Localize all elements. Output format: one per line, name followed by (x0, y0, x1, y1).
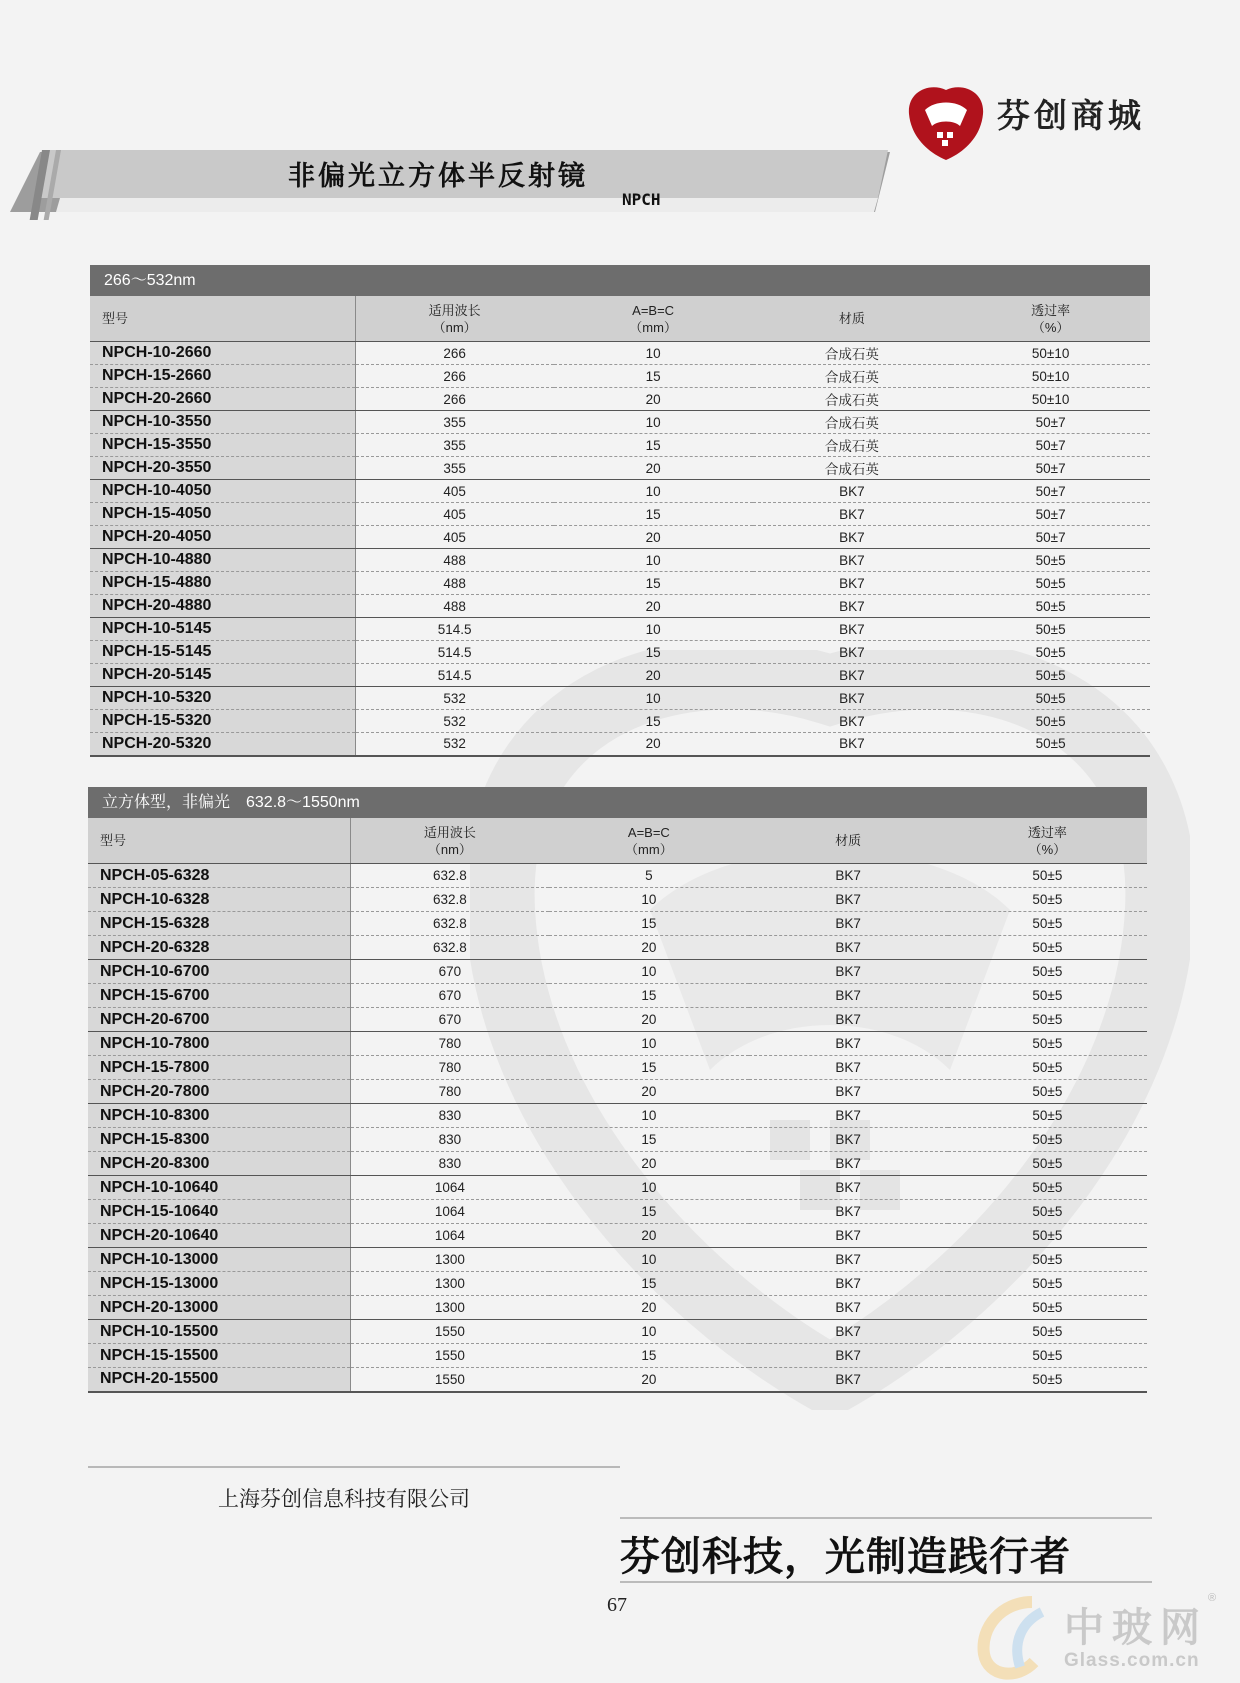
cell-model: NPCH-10-4050 (90, 480, 355, 503)
table-row (88, 1152, 1147, 1176)
cell-material: BK7 (749, 1008, 948, 1032)
table-row (88, 1272, 1147, 1296)
cell-wavelength: 1064 (350, 1224, 549, 1248)
cell-wavelength: 355 (355, 411, 554, 434)
cell-transmission: 50±5 (948, 912, 1147, 936)
cell-wavelength: 780 (350, 1080, 549, 1104)
cell-size: 10 (554, 411, 753, 434)
cell-wavelength: 1550 (350, 1320, 549, 1344)
page-subtitle: NPCH (622, 190, 661, 209)
cell-material: BK7 (753, 618, 952, 641)
cell-wavelength: 1064 (350, 1176, 549, 1200)
cell-wavelength: 532 (355, 733, 554, 756)
table-row (88, 1344, 1147, 1368)
cell-model: NPCH-20-10640 (88, 1224, 350, 1248)
cell-size: 15 (549, 1272, 748, 1296)
cell-wavelength: 780 (350, 1032, 549, 1056)
col-header-wavelength: 适用波长 （nm） (355, 296, 554, 342)
cell-wavelength: 1300 (350, 1296, 549, 1320)
footer-divider (88, 1466, 620, 1468)
cell-transmission: 50±5 (948, 1344, 1147, 1368)
cell-size: 15 (554, 365, 753, 388)
cell-transmission: 50±5 (951, 641, 1150, 664)
table-row (90, 572, 1150, 595)
table-row (88, 960, 1147, 984)
cell-transmission: 50±5 (948, 1056, 1147, 1080)
cell-material: BK7 (749, 1128, 948, 1152)
site-url: Glass.com.cn (1064, 1650, 1200, 1671)
table-row (90, 595, 1150, 618)
cell-size: 20 (554, 733, 753, 756)
cell-material: BK7 (749, 960, 948, 984)
cell-size: 20 (554, 457, 753, 480)
cell-wavelength: 355 (355, 434, 554, 457)
cell-model: NPCH-10-13000 (88, 1248, 350, 1272)
cell-material: BK7 (753, 733, 952, 756)
cell-transmission: 50±5 (951, 618, 1150, 641)
cell-material: BK7 (749, 1224, 948, 1248)
cell-model: NPCH-10-8300 (88, 1104, 350, 1128)
cell-size: 20 (554, 526, 753, 549)
table-row (90, 411, 1150, 434)
cell-model: NPCH-20-6700 (88, 1008, 350, 1032)
table-row (88, 1032, 1147, 1056)
cell-transmission: 50±5 (948, 1032, 1147, 1056)
cell-material: BK7 (749, 1368, 948, 1392)
cell-wavelength: 1550 (350, 1368, 549, 1392)
cell-material: BK7 (749, 984, 948, 1008)
table-row (88, 1248, 1147, 1272)
cell-size: 15 (549, 1056, 748, 1080)
cell-material: BK7 (749, 1320, 948, 1344)
cell-material: BK7 (753, 664, 952, 687)
cell-size: 15 (549, 1200, 748, 1224)
cell-model: NPCH-20-15500 (88, 1368, 350, 1392)
cell-size: 15 (549, 1344, 748, 1368)
table-row (88, 1008, 1147, 1032)
cell-model: NPCH-20-4050 (90, 526, 355, 549)
cell-size: 10 (554, 549, 753, 572)
cell-transmission: 50±7 (951, 480, 1150, 503)
cell-wavelength: 1300 (350, 1248, 549, 1272)
table-row (88, 864, 1147, 888)
cell-size: 10 (554, 480, 753, 503)
cell-transmission: 50±5 (948, 1128, 1147, 1152)
cell-size: 10 (549, 960, 748, 984)
table-caption: 266～532nm (90, 265, 1150, 296)
col-header-material: 材质 (753, 296, 952, 342)
cell-wavelength: 830 (350, 1152, 549, 1176)
cell-size: 10 (549, 888, 748, 912)
page-number: 67 (607, 1594, 627, 1616)
cell-transmission: 50±7 (951, 411, 1150, 434)
cell-material: BK7 (753, 526, 952, 549)
cell-material: BK7 (749, 1344, 948, 1368)
cell-transmission: 50±5 (948, 936, 1147, 960)
cell-model: NPCH-20-6328 (88, 936, 350, 960)
table-row (88, 984, 1147, 1008)
col-header-material: 材质 (749, 818, 948, 864)
cell-transmission: 50±5 (948, 1008, 1147, 1032)
cell-wavelength: 266 (355, 365, 554, 388)
cell-material: 合成石英 (753, 388, 952, 411)
cell-model: NPCH-10-15500 (88, 1320, 350, 1344)
cell-material: 合成石英 (753, 342, 952, 365)
cell-transmission: 50±5 (948, 1320, 1147, 1344)
table-row (90, 549, 1150, 572)
cell-transmission: 50±5 (948, 1368, 1147, 1392)
cell-wavelength: 514.5 (355, 641, 554, 664)
table-row (90, 480, 1150, 503)
cell-model: NPCH-15-8300 (88, 1128, 350, 1152)
slogan: 芬创科技，光制造践行者 (620, 1534, 1071, 1580)
table-row (88, 1056, 1147, 1080)
cell-size: 15 (549, 912, 748, 936)
cell-wavelength: 405 (355, 526, 554, 549)
cell-size: 15 (554, 572, 753, 595)
cell-size: 15 (554, 503, 753, 526)
cell-transmission: 50±7 (951, 503, 1150, 526)
cell-model: NPCH-15-13000 (88, 1272, 350, 1296)
col-header-wavelength: 适用波长 （nm） (350, 818, 549, 864)
table-row (88, 912, 1147, 936)
table-row (88, 1080, 1147, 1104)
cell-model: NPCH-20-3550 (90, 457, 355, 480)
cell-size: 20 (549, 1224, 748, 1248)
cell-size: 10 (549, 1248, 748, 1272)
cell-model: NPCH-20-2660 (90, 388, 355, 411)
cell-material: BK7 (749, 1080, 948, 1104)
cell-wavelength: 514.5 (355, 618, 554, 641)
cell-wavelength: 488 (355, 549, 554, 572)
cell-size: 15 (554, 710, 753, 733)
cell-model: NPCH-20-13000 (88, 1296, 350, 1320)
table-row (88, 1320, 1147, 1344)
cell-size: 20 (549, 1296, 748, 1320)
cell-wavelength: 405 (355, 503, 554, 526)
table-caption: 立方体型，非偏光 632.8～1550nm (88, 787, 1147, 818)
cell-size: 15 (549, 984, 748, 1008)
cell-model: NPCH-15-3550 (90, 434, 355, 457)
cell-model: NPCH-15-4880 (90, 572, 355, 595)
cell-model: NPCH-15-10640 (88, 1200, 350, 1224)
site-logo-icon (972, 1592, 1062, 1682)
cell-wavelength: 780 (350, 1056, 549, 1080)
cell-wavelength: 488 (355, 572, 554, 595)
spec-table-632-1550 (88, 787, 1147, 1393)
slogan-divider-top (620, 1517, 1152, 1519)
col-header-model: 型号 (88, 818, 350, 864)
spec-table (88, 818, 1147, 1393)
cell-material: BK7 (749, 1104, 948, 1128)
cell-size: 20 (554, 388, 753, 411)
table-row (90, 687, 1150, 710)
table-row (90, 733, 1150, 756)
table-row (90, 664, 1150, 687)
cell-transmission: 50±5 (951, 664, 1150, 687)
cell-material: 合成石英 (753, 434, 952, 457)
cell-transmission: 50±5 (948, 1152, 1147, 1176)
brand-logo (905, 84, 1165, 164)
col-header-transmission: 透过率 （%） (951, 296, 1150, 342)
cell-material: BK7 (749, 888, 948, 912)
brand-name: 芬创商城 (997, 96, 1145, 135)
cell-wavelength: 632.8 (350, 888, 549, 912)
cell-model: NPCH-15-2660 (90, 365, 355, 388)
cell-wavelength: 1550 (350, 1344, 549, 1368)
cell-transmission: 50±5 (948, 1200, 1147, 1224)
cell-wavelength: 514.5 (355, 664, 554, 687)
cell-size: 15 (554, 641, 753, 664)
cell-size: 10 (549, 1320, 748, 1344)
cell-model: NPCH-10-6328 (88, 888, 350, 912)
cell-transmission: 50±5 (948, 888, 1147, 912)
page-title: 非偏光立方体半反射镜 (288, 161, 588, 192)
cell-model: NPCH-20-7800 (88, 1080, 350, 1104)
cell-material: BK7 (753, 549, 952, 572)
cell-wavelength: 488 (355, 595, 554, 618)
cell-material: BK7 (749, 1176, 948, 1200)
table-row (88, 1296, 1147, 1320)
cell-material: BK7 (753, 687, 952, 710)
cell-model: NPCH-10-6700 (88, 960, 350, 984)
cell-material: BK7 (749, 864, 948, 888)
cell-transmission: 50±5 (948, 1248, 1147, 1272)
cell-transmission: 50±5 (948, 1104, 1147, 1128)
cell-transmission: 50±7 (951, 526, 1150, 549)
cell-size: 10 (549, 1104, 748, 1128)
table-row (90, 342, 1150, 365)
cell-model: NPCH-10-10640 (88, 1176, 350, 1200)
cell-model: NPCH-10-4880 (90, 549, 355, 572)
cell-wavelength: 1300 (350, 1272, 549, 1296)
cell-wavelength: 405 (355, 480, 554, 503)
col-header-transmission: 透过率 （%） (948, 818, 1147, 864)
cell-size: 20 (549, 936, 748, 960)
cell-material: BK7 (749, 936, 948, 960)
cell-model: NPCH-15-6328 (88, 912, 350, 936)
cell-model: NPCH-15-15500 (88, 1344, 350, 1368)
cell-transmission: 50±5 (948, 1176, 1147, 1200)
registered-mark: ® (1208, 1592, 1217, 1604)
cell-transmission: 50±5 (948, 984, 1147, 1008)
cell-material: BK7 (753, 480, 952, 503)
cell-size: 15 (554, 434, 753, 457)
cell-material: BK7 (749, 1200, 948, 1224)
table-row (90, 503, 1150, 526)
table-row (88, 1128, 1147, 1152)
table-row (90, 457, 1150, 480)
cell-wavelength: 355 (355, 457, 554, 480)
cell-transmission: 50±10 (951, 388, 1150, 411)
cell-model: NPCH-10-3550 (90, 411, 355, 434)
cell-model: NPCH-20-5145 (90, 664, 355, 687)
table-row (90, 434, 1150, 457)
cell-size: 10 (554, 342, 753, 365)
cell-transmission: 50±5 (948, 864, 1147, 888)
cell-transmission: 50±5 (948, 960, 1147, 984)
table-row (88, 888, 1147, 912)
table-row (88, 1104, 1147, 1128)
cell-transmission: 50±5 (951, 549, 1150, 572)
company-name: 上海芬创信息科技有限公司 (218, 1487, 470, 1511)
cell-model: NPCH-20-8300 (88, 1152, 350, 1176)
cell-wavelength: 266 (355, 342, 554, 365)
cell-transmission: 50±7 (951, 434, 1150, 457)
cell-wavelength: 632.8 (350, 936, 549, 960)
cell-model: NPCH-15-6700 (88, 984, 350, 1008)
table-row (88, 936, 1147, 960)
cell-size: 20 (549, 1368, 748, 1392)
cell-transmission: 50±5 (951, 572, 1150, 595)
cell-transmission: 50±5 (948, 1080, 1147, 1104)
col-header-size: A=B=C （mm） (549, 818, 748, 864)
col-header-size: A=B=C （mm） (554, 296, 753, 342)
cell-wavelength: 670 (350, 1008, 549, 1032)
cell-wavelength: 632.8 (350, 912, 549, 936)
brand-logo-icon (905, 84, 987, 164)
cell-model: NPCH-10-5320 (90, 687, 355, 710)
cell-material: 合成石英 (753, 411, 952, 434)
table-row (90, 641, 1150, 664)
cell-material: 合成石英 (753, 457, 952, 480)
cell-material: BK7 (749, 1032, 948, 1056)
cell-material: BK7 (753, 503, 952, 526)
table-row (90, 618, 1150, 641)
cell-model: NPCH-20-4880 (90, 595, 355, 618)
cell-model: NPCH-15-4050 (90, 503, 355, 526)
cell-model: NPCH-15-5145 (90, 641, 355, 664)
cell-model: NPCH-15-5320 (90, 710, 355, 733)
spec-table (90, 296, 1150, 757)
cell-size: 10 (554, 618, 753, 641)
cell-transmission: 50±10 (951, 365, 1150, 388)
table-row (88, 1224, 1147, 1248)
spec-table-266-532 (90, 265, 1150, 757)
cell-wavelength: 1064 (350, 1200, 549, 1224)
cell-model: NPCH-10-5145 (90, 618, 355, 641)
slogan-divider-bottom (620, 1581, 1152, 1583)
cell-material: BK7 (753, 572, 952, 595)
cell-size: 10 (549, 1176, 748, 1200)
cell-size: 5 (549, 864, 748, 888)
table-row (90, 526, 1150, 549)
cell-size: 15 (549, 1128, 748, 1152)
cell-wavelength: 830 (350, 1128, 549, 1152)
col-header-model: 型号 (90, 296, 355, 342)
cell-material: BK7 (749, 1248, 948, 1272)
cell-model: NPCH-20-5320 (90, 733, 355, 756)
cell-material: BK7 (749, 1152, 948, 1176)
site-name: 中玻网 (1064, 1605, 1208, 1651)
cell-size: 20 (549, 1152, 748, 1176)
cell-wavelength: 532 (355, 710, 554, 733)
cell-size: 10 (549, 1032, 748, 1056)
cell-wavelength: 830 (350, 1104, 549, 1128)
table-row (90, 365, 1150, 388)
cell-size: 20 (549, 1008, 748, 1032)
cell-wavelength: 670 (350, 960, 549, 984)
cell-model: NPCH-10-2660 (90, 342, 355, 365)
table-row (90, 710, 1150, 733)
cell-material: BK7 (749, 1056, 948, 1080)
cell-transmission: 50±5 (951, 687, 1150, 710)
cell-material: BK7 (753, 641, 952, 664)
cell-wavelength: 632.8 (350, 864, 549, 888)
cell-transmission: 50±5 (948, 1272, 1147, 1296)
cell-size: 20 (554, 664, 753, 687)
cell-material: BK7 (749, 912, 948, 936)
cell-wavelength: 532 (355, 687, 554, 710)
cell-transmission: 50±7 (951, 457, 1150, 480)
cell-model: NPCH-15-7800 (88, 1056, 350, 1080)
cell-size: 20 (554, 595, 753, 618)
table-row (88, 1368, 1147, 1392)
cell-transmission: 50±5 (948, 1224, 1147, 1248)
cell-transmission: 50±5 (951, 595, 1150, 618)
table-row (90, 388, 1150, 411)
cell-transmission: 50±5 (948, 1296, 1147, 1320)
site-watermark (972, 1592, 1222, 1682)
cell-transmission: 50±5 (951, 733, 1150, 756)
cell-size: 10 (554, 687, 753, 710)
cell-size: 20 (549, 1080, 748, 1104)
cell-material: 合成石英 (753, 365, 952, 388)
cell-model: NPCH-05-6328 (88, 864, 350, 888)
cell-model: NPCH-10-7800 (88, 1032, 350, 1056)
table-row (88, 1200, 1147, 1224)
cell-material: BK7 (749, 1272, 948, 1296)
cell-material: BK7 (749, 1296, 948, 1320)
cell-material: BK7 (753, 710, 952, 733)
table-row (88, 1176, 1147, 1200)
cell-transmission: 50±10 (951, 342, 1150, 365)
cell-material: BK7 (753, 595, 952, 618)
cell-wavelength: 670 (350, 984, 549, 1008)
cell-wavelength: 266 (355, 388, 554, 411)
cell-transmission: 50±5 (951, 710, 1150, 733)
